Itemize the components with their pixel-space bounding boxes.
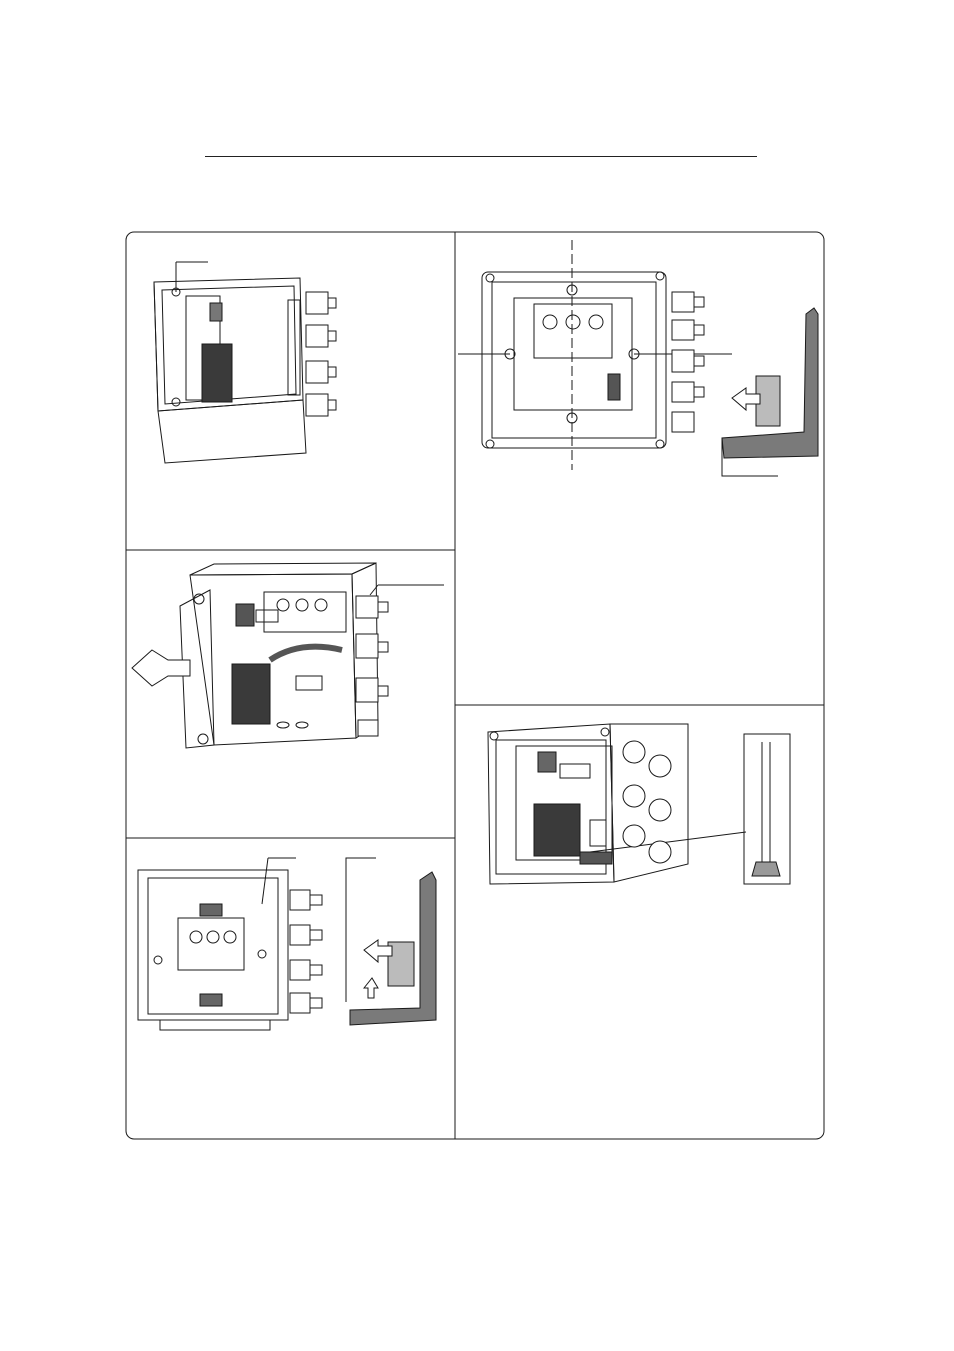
panel-seal-detail: [488, 724, 790, 884]
panel-enclosure-open-side: [154, 262, 336, 463]
panel-cover-screws: [458, 240, 818, 476]
panel-enclosure-removal: [132, 563, 444, 748]
panel-front-clamp-detail: [138, 858, 436, 1030]
